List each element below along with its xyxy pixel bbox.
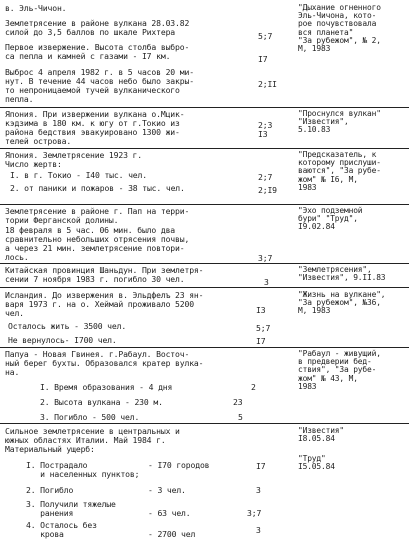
- entry-text: Выброс 4 апреля 1982 г. в 5 часов 20 ми-: [5, 67, 194, 77]
- entry-list-value: - 2700 чел: [148, 529, 196, 539]
- entry-text: Япония. Землетрясение 1923 г.: [5, 150, 142, 160]
- section-divider: [0, 107, 409, 108]
- reference-code: I7: [258, 54, 268, 64]
- section-divider: [0, 204, 409, 205]
- entry-text: кэдзима в 180 км. к югу от г.Токио из: [5, 118, 180, 128]
- entry-text: Китайская провинция Шаньдун. При землетря-: [5, 265, 204, 275]
- entry-list-item: 3. Погибло - 500 чел.: [40, 412, 140, 422]
- entry-list-value: - 3 чел.: [148, 485, 186, 495]
- source-citation: "Жизнь на вулкане", "За рубежом", №36, М, 1983: [298, 290, 386, 316]
- entry-text: ный берег бухты. Образовался кратер вулка-: [5, 358, 204, 368]
- entry-text: варя 1973 г. на о. Хеймай проживало 5200: [5, 299, 194, 309]
- reference-code: 2;7: [258, 172, 273, 182]
- reference-code: 2: [251, 382, 256, 392]
- entry-list-item: 4. Осталось без: [26, 520, 97, 530]
- entry-text: сении 7 ноября 1983 г. погибло 30 чел.: [5, 274, 185, 284]
- reference-code: 3;7: [247, 508, 262, 518]
- reference-code: 2;I9: [258, 185, 277, 195]
- source-citation: "Землетрясения", "Известия", 9.II.83: [298, 265, 386, 283]
- entry-text: 2. от паники и пожаров - 38 тыс. чел.: [10, 183, 185, 193]
- entry-text: лось.: [5, 252, 29, 262]
- entry-list-value: - I70 городов: [148, 460, 210, 470]
- reference-code: I7: [256, 461, 266, 471]
- entry-text: I. в г. Токио - I40 тыс. чел.: [10, 170, 147, 180]
- entry-heading: в. Эль-Чичон.: [5, 3, 67, 13]
- entry-text: телей острова.: [5, 136, 72, 146]
- entry-list-item: 3. Получили тяжелые: [26, 499, 116, 509]
- entry-list-item: и населенных пунктов;: [26, 469, 140, 479]
- entry-text: Землетрясение в районе вулкана 28.03.82: [5, 18, 190, 28]
- section-divider: [0, 148, 409, 149]
- section-divider: [0, 347, 409, 348]
- entry-text: нут. В течение 44 часов небо было закры-: [5, 76, 194, 86]
- entry-text: Материальный ущерб:: [5, 444, 95, 454]
- entry-text: 18 февраля в 5 час. 06 мин. было два: [5, 225, 176, 235]
- source-citation: "Труд" I5.05.84: [298, 454, 335, 472]
- source-citation: "Известия" I8.05.84: [298, 426, 345, 444]
- reference-code: 3: [256, 485, 261, 495]
- source-citation: "Дыхание огненного Эль-Чичона, кото- рое почувствовала вся планета" "За рубежом", № 2, М, 1983: [298, 3, 381, 54]
- entry-text: южных областях Италии. Май 1984 г.: [5, 435, 166, 445]
- entry-text: Папуа - Новая Гвинея. г.Рабаул. Восточ-: [5, 349, 190, 359]
- reference-code: 2;II: [258, 79, 277, 89]
- entry-text: силой до 3,5 баллов по шкале Рихтера: [5, 27, 176, 37]
- entry-text: са пепла и камней с газами - I7 км.: [5, 51, 171, 61]
- entry-text: сравнительно небольших отряcения почвы,: [5, 234, 190, 244]
- entry-text: Число жертв:: [5, 159, 62, 169]
- entry-list-item: ранения: [26, 508, 74, 518]
- reference-code: I3: [256, 305, 266, 315]
- entry-text: Сильное землетрясение в центральных и: [5, 426, 180, 436]
- entry-text: Землетрясение в районе г. Пап на терри-: [5, 206, 190, 216]
- entry-list-value: - 63 чел.: [148, 508, 191, 518]
- entry-text: чел.: [5, 308, 24, 318]
- entry-text: Не вернулось- I700 чел.: [8, 335, 117, 345]
- reference-code: 23: [233, 397, 243, 407]
- entry-list-item: I. Время образования - 4 дня: [40, 382, 173, 392]
- reference-code: 2;3 I3: [258, 120, 273, 139]
- entry-text: Осталось жить - 3500 чел.: [8, 321, 127, 331]
- entry-text: Япония. При извержении вулкана о.Мцик-: [5, 109, 185, 119]
- entry-list-item: 2. Погибло: [26, 485, 74, 495]
- entry-text: Исландия. До извержения в. Эльдфелъ 23 ян-: [5, 290, 204, 300]
- section-divider: [0, 287, 409, 288]
- entry-list-item: 2. Высота вулкана - 230 м.: [40, 397, 163, 407]
- entry-list-item: крова: [26, 529, 64, 539]
- source-citation: "Проснулся вулкан" "Известия", 5.10.83: [298, 109, 381, 135]
- section-divider: [0, 423, 409, 424]
- source-citation: "Эхо подземной бури" "Труд", I9.02.84: [298, 206, 363, 232]
- entry-text: на.: [5, 367, 20, 377]
- reference-code: 5: [238, 412, 243, 422]
- reference-code: I7: [256, 336, 266, 346]
- entry-text: то непроницаемой тучей вулканического: [5, 85, 180, 95]
- reference-code: 3;7: [258, 253, 273, 263]
- entry-text: Первое извержение. Высота столба выбро-: [5, 42, 190, 52]
- reference-code: 5;7: [256, 323, 271, 333]
- reference-code: 5;7: [258, 31, 273, 41]
- entry-text: а через 21 мин. землетрясение повтори-: [5, 243, 185, 253]
- section-divider: [0, 263, 409, 264]
- entry-list-item: I. Пострадало: [26, 460, 88, 470]
- reference-code: 3: [264, 277, 269, 287]
- source-citation: "Рабаул - живущий, в предверии бед- ствия", "За рубе- жом" № 43, М, 1983: [298, 349, 381, 391]
- entry-text: района бедствия эвакуировано 1300 жи-: [5, 127, 180, 137]
- entry-text: пепла.: [5, 94, 34, 104]
- reference-code: 3: [256, 525, 261, 535]
- entry-text: тории Ферганской долины.: [5, 215, 119, 225]
- source-citation: "Предсказатель, к которому прислуши- ваются", "За рубе- жом" № I6, М, 1983: [298, 150, 381, 192]
